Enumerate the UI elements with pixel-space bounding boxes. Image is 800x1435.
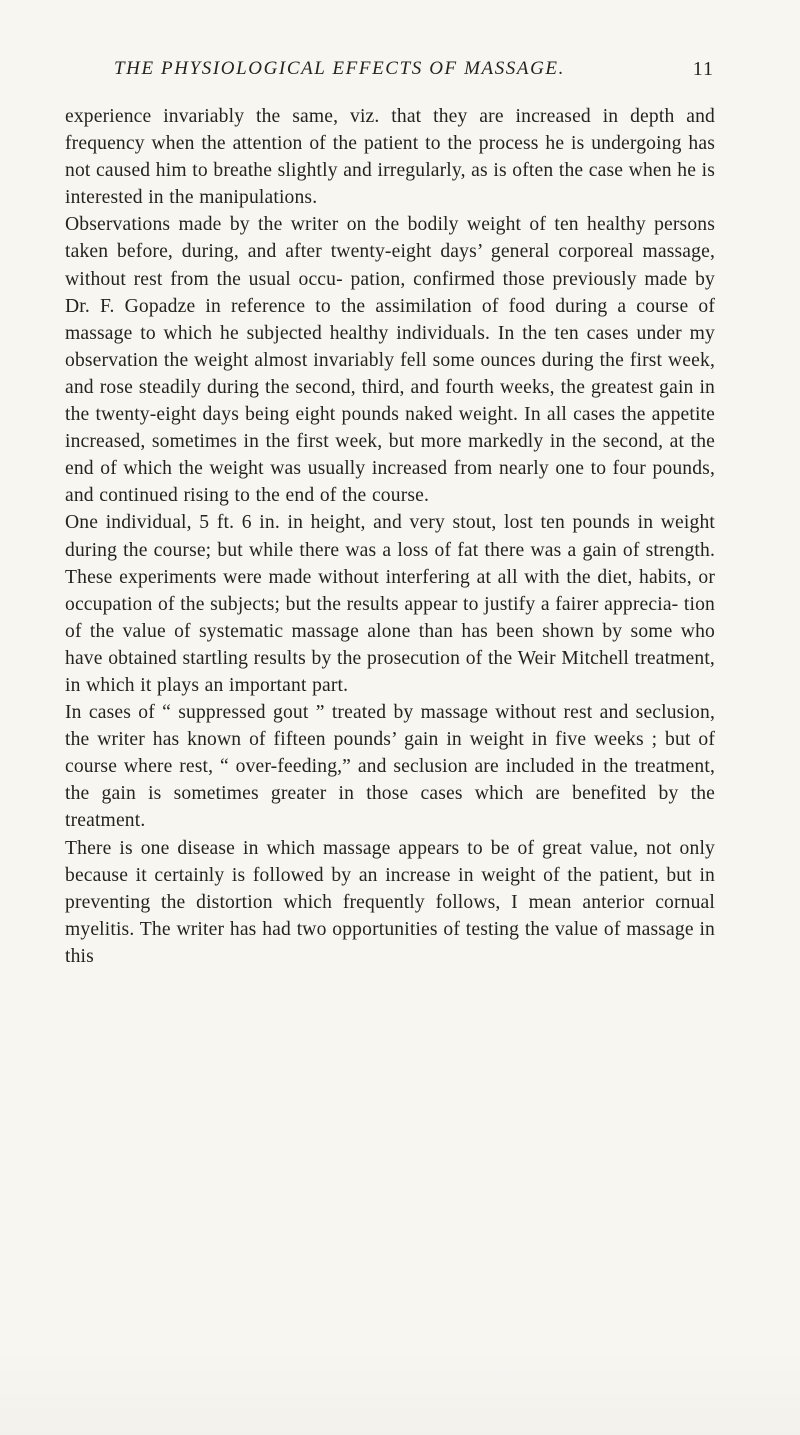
page-bottom-shade: [0, 1345, 800, 1435]
paragraph: One individual, 5 ft. 6 in. in height, and very stout, lost ten pounds in weight during the course; but while there was a loss of fat there was a gain of strength. These experiments were made without interfering at all with the diet, habits, or occupation of the subjects; but the results appear to justify a fairer apprecia- tion of the value of systematic massage alone than has been shown by some who have obtained startling results by the prosecution of the Weir Mitchell treatment, in which it plays an important part.: [65, 512, 715, 696]
body-text: [65, 103, 715, 970]
paragraph: experience invariably the same, viz. that they are increased in depth and frequency when the attention of the patient to the process he is undergoing has not caused him to breathe slightly and irregularly, as is often the case when he is interested in the manipulations.: [65, 106, 715, 209]
paragraph: There is one disease in which massage appears to be of great value, not only because it certainly is followed by an increase in weight of the patient, but in preventing the distortion which frequently follows, I mean anterior cornual myelitis. The writer has had two opportunities of testing the value of massage in this: [65, 837, 715, 967]
page-number: 11: [692, 58, 714, 80]
paragraph: In cases of “ suppressed gout ” treated by massage without rest and seclusion, the writer has known of fifteen pounds’ gain in weight in five weeks ; but of course where rest, “ over-feeding,” and seclusion are included in the treatment, the gain is sometimes greater in those cases which are benefited by the treatment.: [65, 702, 715, 832]
paragraph: Observations made by the writer on the bodily weight of ten healthy persons taken before, during, and after twenty-eight days’ general corporeal massage, without rest from the usual occu- pation, confirmed those previously made by Dr. F. Gopadze in reference to the assimilation of food during a course of massage to which he subjected healthy individuals. In the ten cases under my observation the weight almost invariably fell some ounces during the first week, and rose steadily during the second, third, and fourth weeks, the greatest gain in the twenty-eight days being eight pounds naked weight. In all cases the appetite increased, sometimes in the first week, but more markedly in the second, at the end of which the weight was usually increased from nearly one to four pounds, and continued rising to the end of the course.: [65, 214, 715, 507]
page-header: [110, 58, 714, 88]
running-title: THE PHYSIOLOGICAL EFFECTS OF MASSAGE.: [114, 58, 565, 79]
